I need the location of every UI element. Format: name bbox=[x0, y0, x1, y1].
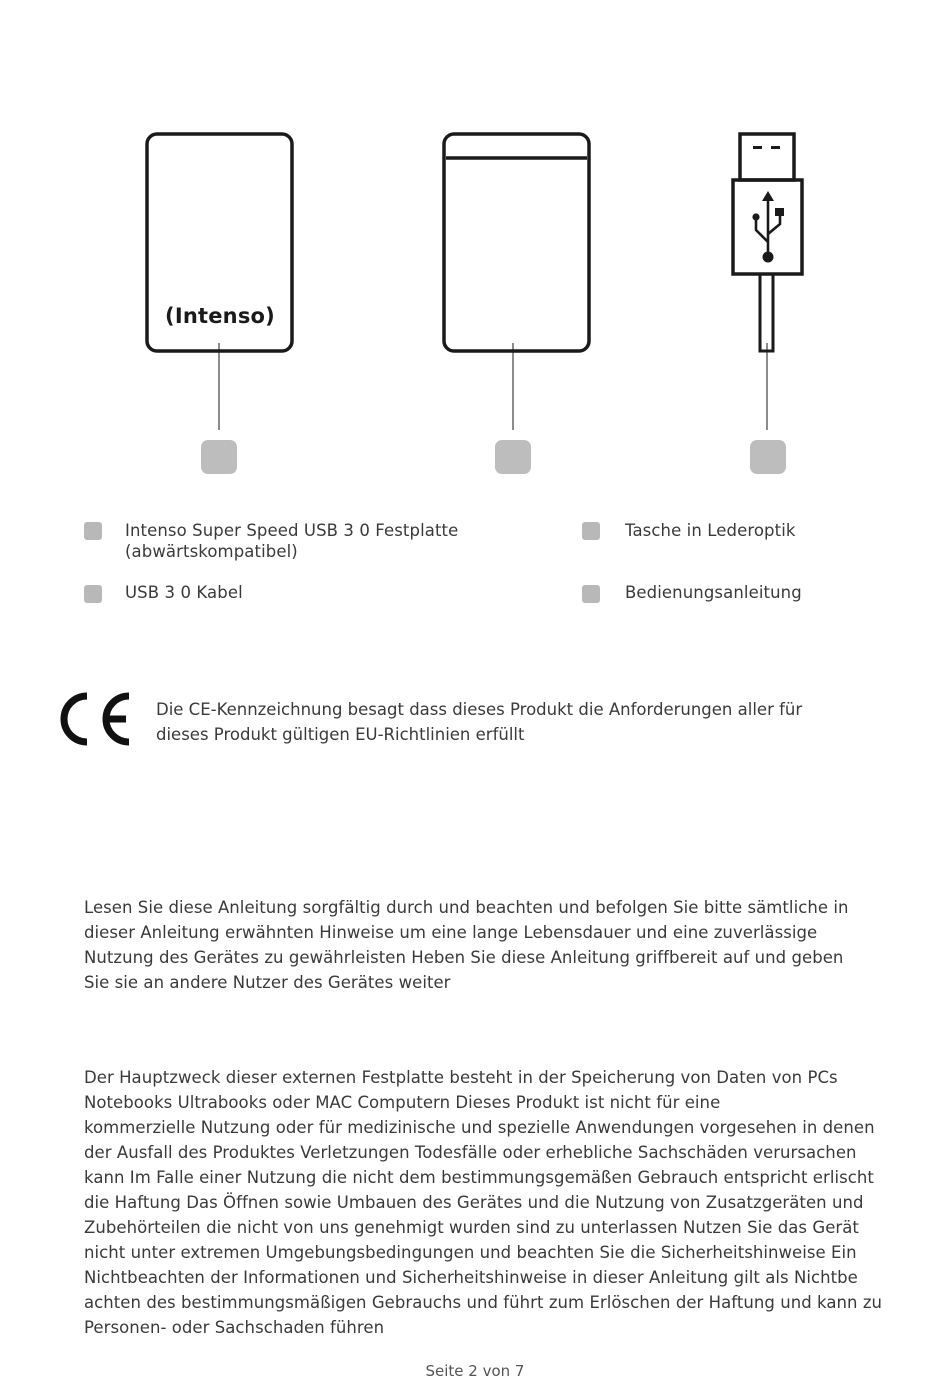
list-item-manual: Bedienungsanleitung bbox=[625, 583, 802, 602]
intended-use-paragraph bbox=[84, 1065, 904, 1340]
paragraph-line: dieser Anleitung erwähnten Hinweise um eine lange Lebensdauer und eine zuverlässige bbox=[84, 923, 818, 942]
list-item-drive bbox=[125, 520, 458, 562]
intro-paragraph bbox=[84, 895, 904, 995]
hard-drive-illustration bbox=[140, 128, 300, 438]
list-item-drive-line2: (abwärtskompatibel) bbox=[125, 542, 298, 561]
list-marker-drive bbox=[84, 522, 102, 540]
paragraph-line: Personen- oder Sachschaden führen bbox=[84, 1318, 385, 1337]
paragraph-line: Lesen Sie diese Anleitung sorgfältig durch und beachten und befolgen Sie bitte sämtliche in bbox=[84, 898, 849, 917]
list-marker-manual bbox=[582, 585, 600, 603]
ce-line: dieses Produkt gültigen EU-Richtlinien erfüllt bbox=[156, 725, 525, 744]
ce-statement bbox=[156, 697, 876, 747]
list-marker-cable bbox=[84, 585, 102, 603]
list-item-cable: USB 3 0 Kabel bbox=[125, 583, 243, 602]
paragraph-line: der Ausfall des Produktes Verletzungen Todesfälle oder erhebliche Sachschäden verursachen bbox=[84, 1143, 857, 1162]
paragraph-line: kommerzielle Nutzung oder für medizinische und spezielle Anwendungen vorgesehen in denen bbox=[84, 1118, 875, 1137]
list-item-pouch: Tasche in Lederoptik bbox=[625, 521, 796, 540]
paragraph-line: Nutzung des Gerätes zu gewährleisten Heben Sie diese Anleitung griffbereit auf und geben bbox=[84, 948, 844, 967]
paragraph-line: Zubehörteilen die nicht von uns genehmigt wurden sind zu unterlassen Nutzen Sie das Gerät bbox=[84, 1218, 859, 1237]
callout-badge-pouch bbox=[495, 440, 531, 474]
paragraph-line: Der Hauptzweck dieser externen Festplatte besteht in der Speicherung von Daten von PCs bbox=[84, 1068, 838, 1087]
paragraph-line: Nichtbeachten der Informationen und Sicherheitshinweise in dieser Anleitung gilt als Nichtbe bbox=[84, 1268, 858, 1287]
paragraph-line: achten des bestimmungsmäßigen Gebrauchs und führt zum Erlöschen der Haftung und kann zu bbox=[84, 1293, 883, 1312]
paragraph-line: die Haftung Das Öffnen sowie Umbauen des Gerätes und die Nutzung von Zusatzgeräten und bbox=[84, 1193, 864, 1212]
list-item-drive-line1: Intenso Super Speed USB 3 0 Festplatte bbox=[125, 521, 459, 540]
paragraph-line: Sie sie an andere Nutzer des Gerätes weiter bbox=[84, 973, 451, 992]
usb-cable-illustration bbox=[725, 128, 815, 438]
drive-logo: (Intenso) bbox=[165, 304, 275, 328]
callout-badge-cable bbox=[750, 440, 786, 474]
paragraph-line: kann Im Falle einer Nutzung die nicht dem bestimmungsgemäßen Gebrauch entspricht erlischt bbox=[84, 1168, 874, 1187]
pouch-illustration bbox=[437, 128, 597, 438]
ce-line: Die CE-Kennzeichnung besagt dass dieses Produkt die Anforderungen aller für bbox=[156, 700, 803, 719]
list-marker-pouch bbox=[582, 522, 600, 540]
page-number: Seite 2 von 7 bbox=[425, 1362, 525, 1380]
paragraph-line: nicht unter extremen Umgebungsbedingungen und beachten Sie die Sicherheitshinweise Ein bbox=[84, 1243, 857, 1262]
callout-badge-drive bbox=[201, 440, 237, 474]
ce-mark-icon bbox=[54, 690, 134, 748]
paragraph-line: Notebooks Ultrabooks oder MAC Computern Dieses Produkt ist nicht für eine bbox=[84, 1093, 721, 1112]
